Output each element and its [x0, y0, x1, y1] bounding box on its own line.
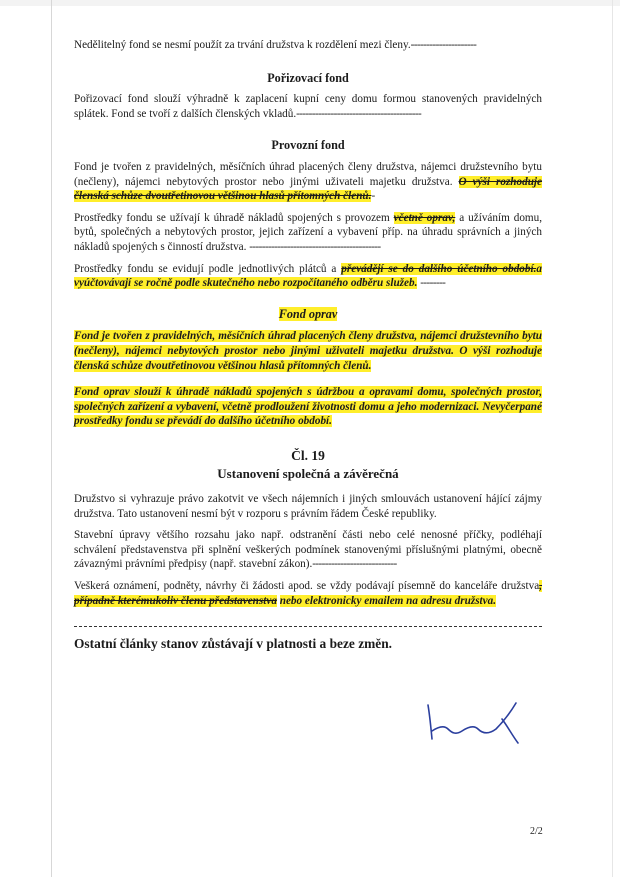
paragraph-clanek-2: Stavební úpravy většího rozsahu jako např. odstranění části nebo celé nenosné příčky, podléhají schválení představenstva při splnění veškerých podmínek stanovenými příslušnými platnými, obecně závaznými právními předpisy (např. stavební zákon).--------------------------- — [74, 529, 542, 571]
heading-provozni-fond: Provozní fond — [271, 138, 345, 153]
heading-porizovaci-fond: Pořizovací fond — [267, 70, 349, 85]
article-title: Ustanovení společná a závěrečná — [217, 466, 399, 482]
paragraph-provozni-3: Prostředky fondu se evidují podle jednotlivých plátců a převádějí se do dalšího účetního období.a vyúčtovávají se ročně podle skutečného nebo rozpočítaného odběru služeb. -------- — [74, 262, 542, 290]
paragraph-porizovaci: Pořizovací fond slouží výhradně k zaplacení kupní ceny domu formou stanovených pravidelných splátek. Fond se tvoří z dalších členských vkladů.---------------------------------------- — [74, 93, 542, 120]
struck-highlight: převádějí se do dalšího účetního období. — [341, 262, 537, 275]
paragraph-nedelitelny: Nedělitelný fond se nesmí použít za trvání družstva k rozdělení mezi členy.--------------------- — [74, 39, 477, 51]
highlight: nebo elektronicky emailem na adresu družstva. — [279, 594, 497, 607]
scan-edge-top — [0, 0, 620, 6]
paragraph-provozni-2: Prostředky fondu se užívají k úhradě nákladů spojených s provozem včetně oprav, a užíváním domu, bytů, společných a nebytových prostor, jejich zařízení a vybavení příp. na úhradu správních a jiných nákladů spojených s činností družstva. ------------------------------------------ — [74, 211, 543, 253]
page-number: 2/2 — [530, 826, 543, 837]
struck-highlight: včetně oprav, — [393, 211, 456, 224]
scan-edge-right — [612, 0, 613, 877]
paragraph-clanek-3: Veškerá oznámení, podněty, návrhy či žádosti apod. se vždy podávají písemně do kanceláře družstva, případně kterémukoliv členu představenstva nebo elektronicky emailem na adresu družstva. — [74, 580, 542, 607]
signature-icon — [422, 695, 532, 755]
document-page — [74, 30, 542, 652]
paragraph-fond-oprav-1: Fond je tvořen z pravidelných, měsíčních úhrad placených členy družstva, nájemci družstevního bytu (nečleny), nájemci nebytových prostor nebo jinými uživateli majetku družstva. O výši rozhoduje členská schůze dvoutřetinovou většinou hlasů přítomných členů. — [74, 330, 542, 372]
article-number: Čl. 19 — [291, 447, 325, 463]
closing-statement: Ostatní články stanov zůstávají v platnosti a beze změn. — [74, 636, 393, 652]
paragraph-fond-oprav-2: Fond oprav slouží k úhradě nákladů spojených s údržbou a opravami domu, společných prostor, společných zařízení a vybavení, včetně prodloužení životnosti domu a jeho modernizaci. Nevyčerpané prostředky fondu se převádí do dalšího účetního období. — [74, 386, 542, 428]
paragraph-provozni-1: Fond je tvořen z pravidelných, měsíčních úhrad placených členy družstva, nájemci družstevního bytu (nečleny), nájemci nebytových prostor nebo jinými uživateli majetku družstva. O výši rozhoduje členská schůze dvoutřetinovou většinou hlasů přítomných členů.- — [74, 160, 543, 203]
struck-highlight: , případně kterémukoliv členu představenstva — [74, 580, 542, 607]
struck-highlight: O výši rozhoduje členská schůze dvoutřetinovou většinou hlasů přítomných členů. — [74, 175, 543, 203]
heading-fond-oprav: Fond oprav — [278, 306, 338, 321]
divider-dashed — [74, 626, 542, 627]
paragraph-clanek-1: Družstvo si vyhrazuje právo zakotvit ve všech nájemních i jiných smlouvách ustanovení hájící zájmy družstva. Tato ustanovení nesmí být v rozporu s právním řádem České republiky. — [74, 493, 542, 520]
highlight: a vyúčtovávají se ročně podle skutečného nebo rozpočítaného odběru služeb. — [74, 262, 542, 290]
scan-edge-left — [51, 0, 52, 877]
